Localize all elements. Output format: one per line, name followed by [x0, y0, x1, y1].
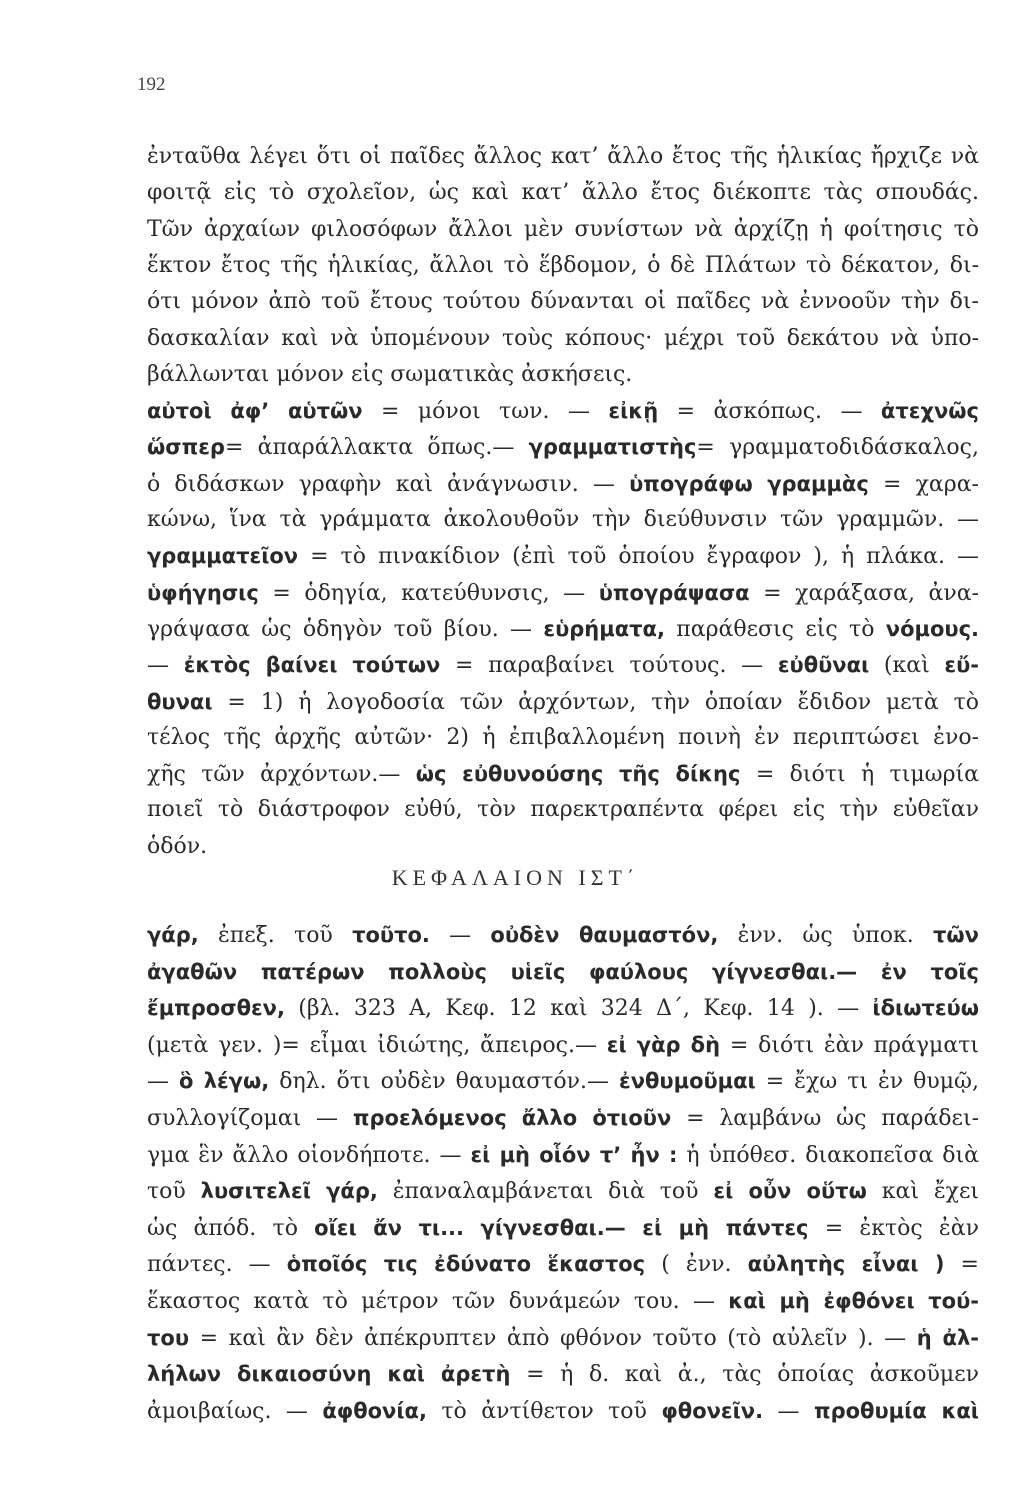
gloss-text: ἕκτον ἔτος τῆς ἡλικίας, ἄλλοι τὸ ἕβδομον, ὁ δὲ Πλάτων τὸ δέκατον, δι- — [147, 252, 979, 278]
text-line — [147, 215, 979, 245]
lemma-text: αὐλητὴς εἶναι ) — [747, 1252, 945, 1277]
lemma-text: ὑπογράψασα — [598, 580, 750, 605]
lemma-text: οἴει ἄν τι... γίγνεσθαι.— εἰ μὴ πάντες — [314, 1215, 809, 1240]
gloss-text: = καὶ ἂν δὲν ἀπέκρυπτεν ἀπὸ φθόνον τοῦτο (τὸ αὐλεῖν ). — — [189, 1325, 917, 1351]
gloss-text: = ὁδηγία, κατεύθυνσις, — — [258, 580, 599, 606]
gloss-text: ἡ ὑπόθεσ. διακοπεῖσα διὰ — [677, 1142, 979, 1168]
text-line — [147, 1066, 979, 1097]
lemma-text: ὁποῖός τις ἐδύνατο ἕκαστος — [286, 1252, 646, 1277]
gloss-text: ( ἐνν. — [645, 1252, 748, 1278]
lemma-text: ἐκτὸς βαίνει τούτων — [183, 653, 441, 678]
text-line — [147, 1103, 979, 1134]
text-line — [147, 1140, 979, 1171]
lemma-text: προελόμενος ἄλλο ὁτιοῦν — [352, 1106, 672, 1130]
gloss-text: = ἐκτὸς ἐὰν — [808, 1215, 979, 1241]
gloss-text: τοῦ — [147, 1179, 201, 1205]
gloss-text: φοιτᾷ εἰς τὸ σχολεῖον, ὡς καὶ κατ’ ἄλλο ἔτος διέκοπτε τὰς σπουδάς. — [147, 180, 979, 206]
gloss-text: (μετὰ γεν. )= εἶμαι ἰδιώτης, ἄπειρος.— — [147, 1032, 607, 1058]
text-line — [147, 614, 979, 645]
gloss-text: γράψασα ὡς ὁδηγὸν τοῦ βίου. — — [147, 616, 544, 642]
lemma-text: ὑπογράφω γραμμὰς — [629, 471, 869, 496]
gloss-text: δασκαλίαν καὶ νὰ ὑπομένουν τοὺς κόπους· μέχρι τοῦ δεκάτου νὰ ὑπο- — [147, 325, 979, 351]
gloss-text: ότι μόνον ἀπὸ τοῦ ἔτους τούτου δύνανται οἱ παῖδες νὰ ἐννοοῦν τὴν δι- — [147, 289, 979, 315]
gloss-text: βάλλωνται μόνον εἰς σωματικὰς ἀσκήσεις. — [147, 361, 633, 387]
lemma-text: προθυμία καὶ — [813, 1398, 979, 1423]
lemma-text: ἡ ἀλ- — [916, 1325, 979, 1350]
text-line — [147, 578, 979, 609]
gloss-text: ἐπεξ. τοῦ — [198, 923, 353, 948]
text-line — [147, 360, 979, 390]
text-line — [147, 469, 979, 500]
text-line — [147, 1030, 979, 1061]
lemma-text: νόμους. — [885, 616, 979, 641]
gloss-text: παράθεσις εἰς τὸ — [664, 616, 886, 642]
lemma-text: εἰ γὰρ δὴ — [606, 1032, 721, 1057]
gloss-text: Τῶν ἀρχαίων φιλοσόφων ἄλλοι μὲν συνίστων νὰ ἀρχίζῃ ἡ φοίτησις τὸ — [147, 216, 979, 242]
lemma-text: καὶ μὴ ἐφθόνει τού- — [728, 1289, 979, 1313]
text-line — [147, 1396, 979, 1427]
gloss-text: δηλ. ὅτι οὐδὲν θαυμαστόν.— — [269, 1069, 620, 1095]
text-line — [147, 505, 979, 535]
text-line — [147, 432, 979, 463]
lemma-text: εἰ οὖν οὕτω — [713, 1179, 867, 1204]
lemma-text: αὐτοὶ ἀφ’ αὑτῶν — [147, 399, 363, 424]
text-line — [147, 396, 979, 427]
gloss-text: = — [944, 1252, 979, 1278]
text-line — [147, 1286, 979, 1317]
text-line — [147, 178, 979, 208]
gloss-text: γμα ἓν ἄλλο οἱονδήποτε. — — [147, 1142, 471, 1168]
lemma-text: ὃ λέγω, — [178, 1069, 270, 1094]
page-number: 192 — [137, 74, 166, 95]
lemma-text: εἰ μὴ οἷόν τ’ ἦν : — [470, 1142, 678, 1167]
gloss-text: ὁ διδάσκων γραφὴν καὶ ἀνάγνωσιν. — — [147, 471, 630, 497]
gloss-text: = χαρα- — [868, 471, 979, 497]
text-line — [147, 1359, 979, 1390]
gloss-text: ὁδόν. — [147, 833, 208, 859]
text-line — [147, 687, 979, 718]
text-line — [147, 541, 979, 572]
gloss-text: (βλ. 323 Α, Κεφ. 12 καὶ 324 Δ΄, Κεφ. 14 ). — — [284, 996, 873, 1022]
text-line — [147, 993, 979, 1024]
gloss-text: (καὶ — [869, 653, 945, 679]
text-line — [147, 723, 979, 753]
text-line — [147, 957, 979, 988]
lemma-text: γάρ, — [147, 923, 199, 947]
gloss-text: τέλος τῆς ἀρχῆς αὐτῶν· 2) ἡ ἐπιβαλλομένη ποινὴ ἐν περιπτώσει ἐνο- — [147, 724, 979, 750]
lemma-text: ἀτεχνῶς — [880, 399, 979, 424]
gloss-text: = 1) ἡ λογοδοσία τῶν ἀρχόντων, τὴν ὁποίαν ἔδιδον μετὰ τὸ — [212, 689, 979, 715]
text-line — [147, 251, 979, 281]
text-line — [147, 1213, 979, 1244]
gloss-text: = ἔχω τι ἐν θυμῷ, — [755, 1069, 979, 1095]
lemma-text: ὑφήγησις — [147, 580, 259, 605]
gloss-text: ἀμοιβαίως. — — [147, 1398, 323, 1424]
gloss-text: — — [429, 923, 491, 948]
gloss-text: ποιεῖ τὸ διάστροφον εὐθύ, τὸν παρεκτραπέντα φέρει εἰς τὴν εὐθεῖαν — [147, 797, 979, 823]
text-line — [147, 287, 979, 317]
lemma-text: ἀφθονία, — [322, 1398, 427, 1423]
text-line — [147, 1323, 979, 1354]
text-line — [147, 759, 979, 790]
gloss-text: κώνω, ἵνα τὰ γράμματα ἀκολουθοῦν τὴν διεύθυνσιν τῶν γραμμῶν. — — [147, 507, 979, 532]
lemma-text: οὐδὲν θαυμαστόν, — [490, 923, 719, 947]
chapter-heading: ΚΕΦΑΛΑΙΟΝ ΙΣΤ΄ — [391, 865, 640, 890]
lemma-text: λυσιτελεῖ γάρ, — [200, 1179, 378, 1204]
text-line — [147, 832, 979, 862]
gloss-text: ἐπαναλαμβάνεται διὰ τοῦ — [377, 1179, 714, 1205]
lemma-text: τοῦτο. — [352, 923, 430, 947]
text-line — [147, 324, 979, 354]
text-line — [147, 1176, 979, 1207]
gloss-text: — — [147, 1069, 179, 1095]
gloss-text: ἐνν. ὡς ὑποκ. — [718, 923, 934, 948]
lemma-text: του — [147, 1325, 190, 1350]
gloss-text: ἐνταῦθα λέγει ὅτι οἱ παῖδες ἄλλος κατ’ ἄλλο ἔτος τῆς ἡλικίας ἤρχιζε νὰ — [147, 144, 979, 169]
lemma-text: ἔμπροσθεν, — [147, 996, 285, 1021]
lemma-text: γραμματιστὴς — [528, 435, 697, 460]
gloss-text: — — [763, 1398, 814, 1424]
lemma-text: εὔ- — [944, 653, 980, 678]
gloss-text: καὶ ἔχει — [866, 1179, 979, 1205]
gloss-text: = παραβαίνει τούτους. — — [440, 653, 778, 679]
text-line — [147, 650, 979, 681]
lemma-text: θυναι — [147, 689, 213, 714]
gloss-text: = ἀπαράλλακτα ὅπως.— — [224, 435, 529, 461]
gloss-text: ὡς ἀπόδ. τὸ — [147, 1215, 315, 1241]
gloss-text: = ἡ δ. καὶ ἀ., τὰς ὁποίας ἀσκοῦμεν — [510, 1362, 980, 1388]
gloss-text: πάντες. — — [147, 1252, 287, 1278]
lemma-text: τῶν — [933, 923, 979, 947]
text-line — [147, 920, 979, 951]
gloss-text: χῆς τῶν ἀρχόντων.— — [147, 762, 416, 788]
gloss-text: = γραμματοδιδάσκαλος, — [696, 435, 979, 461]
gloss-text: = λαμβάνω ὡς παράδει- — [671, 1106, 979, 1131]
gloss-text: = τὸ πινακίδιον (ἐπὶ τοῦ ὁποίου ἔγραφον ), ἡ πλάκα. — — [298, 544, 979, 570]
lemma-text: ὡς εὐθυνούσης τῆς δίκης — [415, 762, 741, 787]
lemma-text: ὥσπερ — [147, 435, 225, 460]
text-line — [147, 795, 979, 825]
lemma-text: λήλων δικαιοσύνη καὶ ἀρετὴ — [147, 1362, 511, 1387]
gloss-text: = μόνοι των. — — [362, 399, 609, 425]
lemma-text: γραμματεῖον — [147, 544, 299, 569]
gloss-text: ἕκαστος κατὰ τὸ μέτρον τῶν δυνάμεών του. — — [147, 1289, 729, 1314]
lemma-text: ἰδιωτεύω — [872, 996, 979, 1021]
text-line — [147, 1249, 979, 1280]
gloss-text: = χαράξασα, ἀνα- — [749, 580, 979, 606]
lemma-text: εἰκῇ — [608, 399, 659, 424]
text-line — [147, 142, 979, 172]
lemma-text: ἐνθυμοῦμαι — [619, 1069, 756, 1094]
lemma-text: φθονεῖν. — [661, 1398, 764, 1423]
lemma-text: ἀγαθῶν πατέρων πολλοὺς υἱεῖς φαύλους γίγνεσθαι.— ἐν τοῖς — [147, 959, 979, 984]
lemma-text: εὑρήματα, — [543, 616, 665, 641]
lemma-text: εὐθῦναι — [777, 653, 870, 678]
gloss-text: συλλογίζομαι — — [147, 1106, 353, 1131]
gloss-text: τὸ ἀντίθετον τοῦ — [426, 1398, 662, 1424]
gloss-text: = ἀσκόπως. — — [658, 399, 881, 425]
gloss-text: = διότι ἐὰν πράγματι — [720, 1032, 980, 1058]
gloss-text: — — [147, 653, 184, 679]
gloss-text: = διότι ἡ τιμωρία — [740, 762, 980, 788]
